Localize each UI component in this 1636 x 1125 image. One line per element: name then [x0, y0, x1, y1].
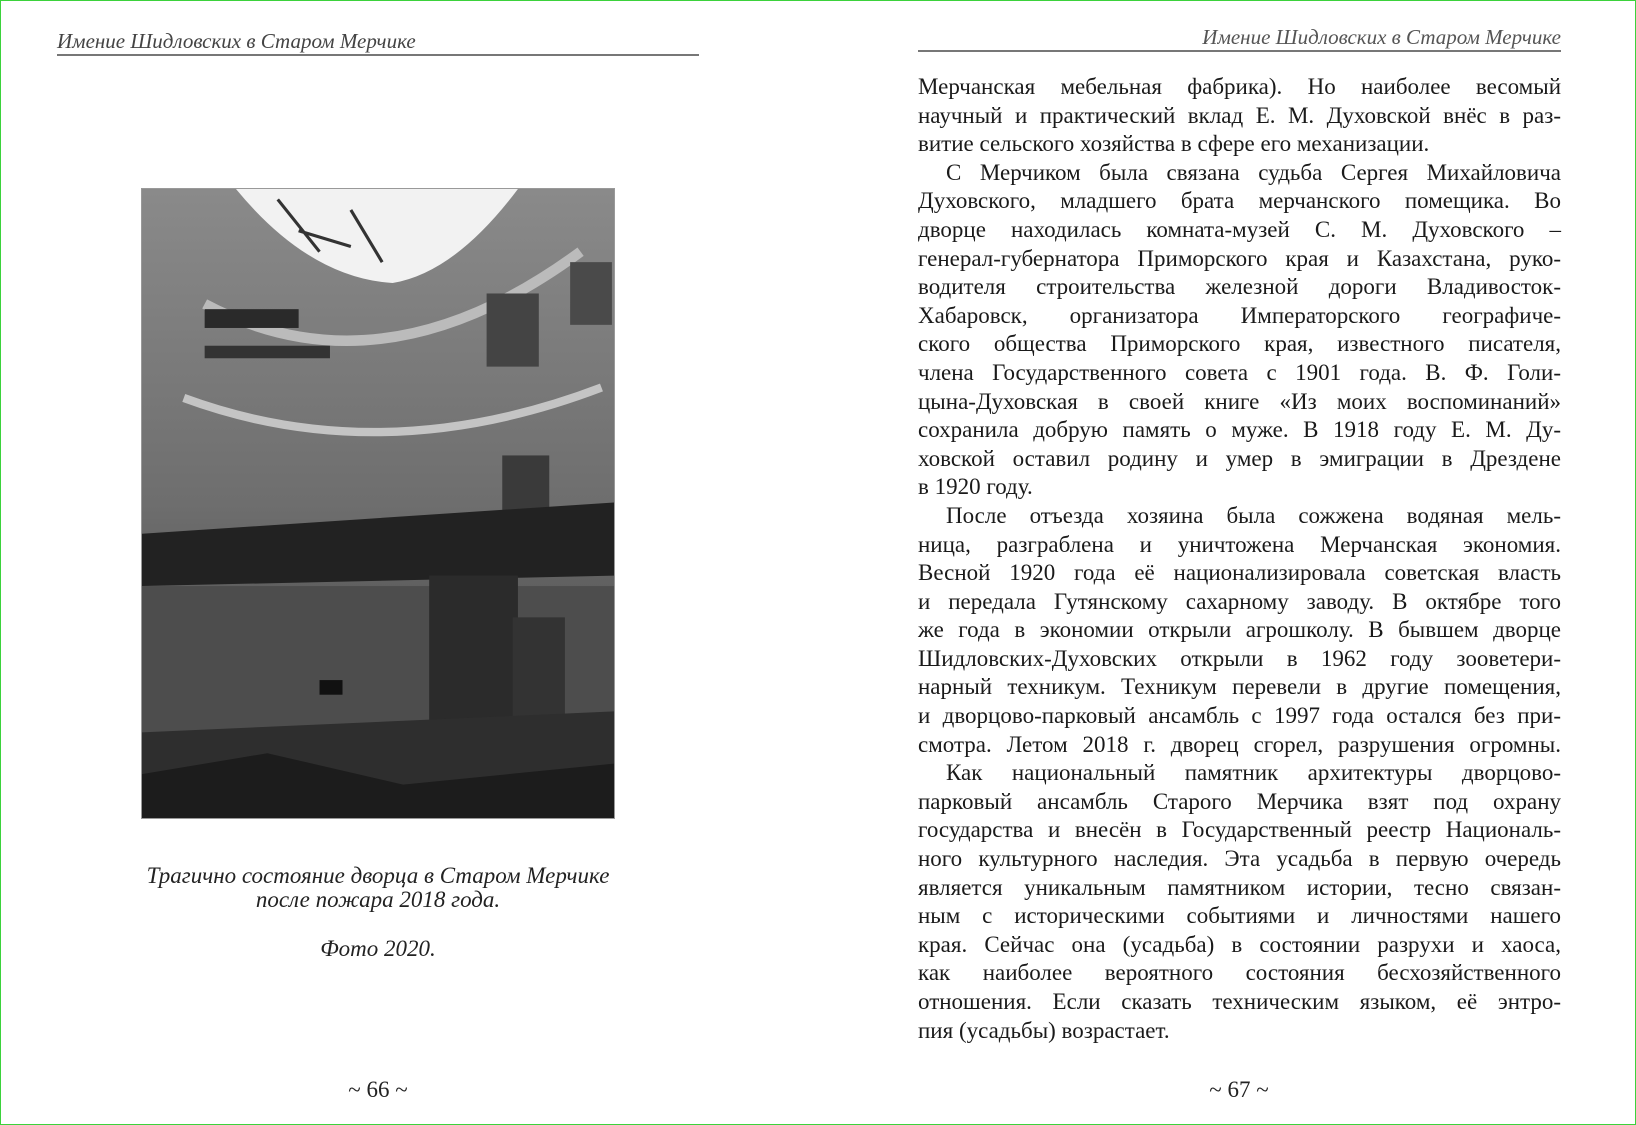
text-line: генерал-губернатора Приморского края и Казахстана, руко- — [918, 245, 1561, 271]
left-header-text: Имение Шидловских в Старом Мерчике — [57, 29, 416, 53]
text-line: Как национальный памятник архитектуры дворцово- — [946, 760, 1561, 786]
text-line: члена Государственного совета с 1901 года. В. Ф. Голи- — [918, 359, 1561, 385]
photo-caption — [100, 864, 656, 912]
text-line: Весной 1920 года её национализировала советская власть — [918, 560, 1561, 586]
text-line: и дворцово-парковый ансамбль с 1997 года остался без при- — [918, 703, 1561, 729]
text-line: смотра. Летом 2018 г. дворец сгорел, разрушения огромны. — [918, 731, 1561, 757]
text-line: нарный техникум. Техникум перевели в другие помещения, — [918, 674, 1561, 700]
text-line: дворце находилась комната-музей С. М. Духовского – — [918, 216, 1561, 242]
text-line: ным с историческими событиями и личностями нашего — [918, 903, 1561, 929]
text-line: После отъезда хозяина была сожжена водяная мель- — [946, 502, 1561, 528]
text-line: Шидловских-Духовских открыли в 1962 году зооветери- — [918, 645, 1561, 671]
text-line: ского общества Приморского края, известного писателя, — [918, 331, 1561, 357]
left-running-header — [57, 30, 699, 56]
ruins-photo-image — [142, 189, 614, 818]
text-line: С Мерчиком была связана судьба Сергея Михайловича — [946, 159, 1561, 185]
text-line: и передала Гутянскому сахарному заводу. В октябре того — [918, 588, 1561, 614]
text-line: же года в экономии открыли агрошколу. В бывшем дворце — [918, 617, 1561, 643]
text-line: Мерчанская мебельная фабрика). Но наиболее весомый — [918, 74, 1561, 99]
right-running-header — [918, 25, 1561, 52]
photo-credit: Фото 2020. — [320, 936, 436, 961]
page-number-left: ~ 66 ~ — [348, 1077, 408, 1102]
text-line: сохранила добрую память о муже. В 1918 году Е. М. Ду- — [918, 417, 1561, 443]
text-line: ного культурного наследия. Эта усадьба в первую очередь — [918, 846, 1561, 872]
text-line: Духовского, младшего брата мерчанского помещика. Во — [918, 188, 1561, 214]
text-line: отношения. Если сказать техническим языком, её энтро- — [918, 989, 1561, 1014]
caption-line-1: Трагично состояние дворца в Старом Мерчике — [146, 863, 610, 888]
text-line: как наиболее вероятного состояния бесхозяйственного — [918, 960, 1561, 986]
text-line: парковый ансамбль Старого Мерчика взят под охрану — [918, 788, 1561, 814]
text-line: научный и практический вклад Е. М. Духовской внёс в раз- — [918, 102, 1561, 128]
right-header-text: Имение Шидловских в Старом Мерчике — [1202, 25, 1561, 49]
text-line: витие сельского хозяйства в сфере его механизации. — [918, 131, 1430, 157]
body-text — [918, 73, 1561, 1045]
text-line: является уникальным памятником истории, тесно связан- — [918, 874, 1561, 900]
text-line: водителя строительства железной дороги Владивосток- — [918, 274, 1561, 300]
caption-line-2: после пожара 2018 года. — [255, 887, 501, 912]
palace-ruins-photo — [141, 188, 615, 819]
text-line: ница, разграблена и уничтожена Мерчанская экономия. — [918, 531, 1561, 557]
text-line: цына-Духовская в своей книге «Из моих воспоминаний» — [918, 388, 1561, 414]
text-line: в 1920 году. — [918, 474, 1033, 500]
page-number-right: ~ 67 ~ — [1209, 1077, 1269, 1102]
text-line: пия (усадьбы) возрастает. — [918, 1017, 1170, 1043]
text-line: ховской оставил родину и умер в эмиграции в Дрездене — [918, 445, 1561, 471]
text-line: Хабаровск, организатора Императорского географиче- — [918, 302, 1561, 328]
text-line: края. Сейчас она (усадьба) в состоянии разрухи и хаоса, — [918, 931, 1561, 957]
text-line: государства и внесён в Государственный реестр Националь- — [918, 817, 1561, 843]
